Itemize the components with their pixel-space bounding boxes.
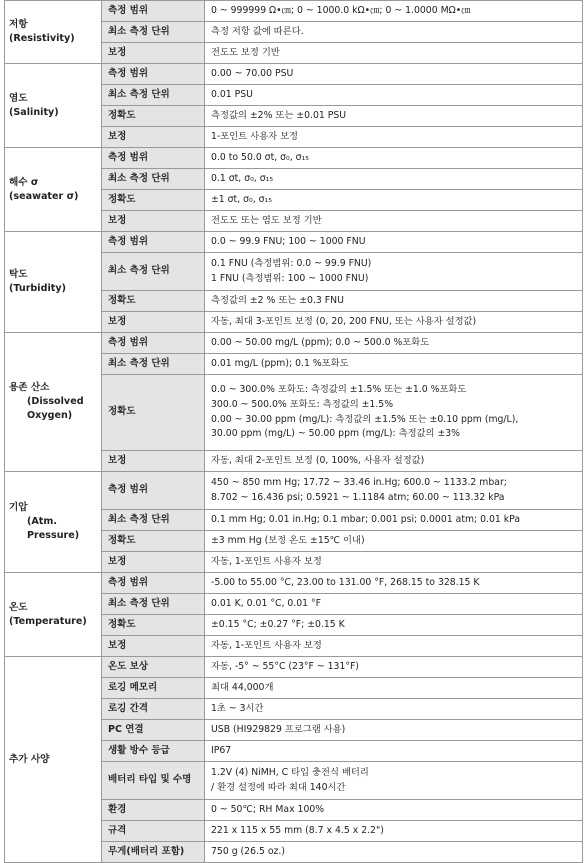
spec-value-line: 전도도 보정 기반 [211, 46, 280, 58]
spec-key: 측정 범위 [102, 573, 205, 594]
spec-key: 측정 범위 [102, 333, 205, 354]
spec-value [205, 190, 583, 211]
category-cell [5, 232, 102, 333]
spec-value [205, 594, 583, 615]
spec-table [4, 0, 583, 863]
spec-value-line: 0.00 ~ 30.00 ppm (mg/L): 측정값의 ±1.5% 또는 ±0.10 ppm (mg/L), [211, 413, 519, 425]
spec-key: 보정 [102, 636, 205, 657]
spec-key: PC 연결 [102, 720, 205, 741]
spec-key: 생활 방수 등급 [102, 741, 205, 762]
spec-value-line: 1.2V (4) NiMH, C 타입 충전식 배터리 [211, 766, 369, 778]
spec-key: 측정 범위 [102, 232, 205, 253]
spec-value [205, 451, 583, 472]
spec-value [205, 552, 583, 573]
spec-value-line: 자동, 1-포인트 사용자 보정 [211, 639, 322, 651]
spec-value [205, 531, 583, 552]
category-cell [5, 148, 102, 232]
spec-value [205, 106, 583, 127]
spec-value-line: 자동, 최대 2-포인트 보정 (0, 100%, 사용자 설정값) [211, 454, 425, 466]
category-label: (Turbidity) [9, 283, 66, 294]
spec-value [205, 127, 583, 148]
spec-value-line: 0.1 σt, σ₀, σ₁₅ [211, 172, 274, 184]
category-label: (Salinity) [9, 106, 59, 118]
spec-value [205, 375, 583, 451]
spec-key: 보정 [102, 43, 205, 64]
spec-key: 정확도 [102, 106, 205, 127]
spec-value [205, 472, 583, 510]
spec-value [205, 85, 583, 106]
spec-value-line: 0.1 FNU (측정범위: 0.0 ~ 99.9 FNU) [211, 257, 372, 269]
category-cell [5, 1, 102, 64]
spec-value [205, 291, 583, 312]
spec-value [205, 22, 583, 43]
spec-value [205, 615, 583, 636]
spec-key: 보정 [102, 312, 205, 333]
category-cell [5, 333, 102, 472]
spec-value-line: 0.01 mg/L (ppm); 0.1 %포화도 [211, 357, 349, 369]
spec-key: 측정 범위 [102, 1, 205, 22]
spec-key: 최소 측정 단위 [102, 22, 205, 43]
category-label: 용존 산소 [9, 382, 50, 394]
category-label: Pressure) [27, 529, 80, 541]
spec-key: 정확도 [102, 615, 205, 636]
spec-value [205, 762, 583, 800]
spec-value-line: 최대 44,000개 [211, 681, 274, 693]
spec-key: 보정 [102, 211, 205, 232]
spec-key: 환경 [102, 800, 205, 821]
spec-value-line: 30.00 ppm (mg/L) ~ 50.00 ppm (mg/L): 측정값의 ±3% [211, 428, 461, 440]
spec-value [205, 1, 583, 22]
spec-value [205, 636, 583, 657]
spec-value [205, 43, 583, 64]
category-label: 기압 [9, 502, 28, 514]
spec-key: 최소 측정 단위 [102, 169, 205, 190]
spec-value [205, 821, 583, 842]
spec-value [205, 573, 583, 594]
spec-value-line: 0.0 to 50.0 σt, σ₀, σ₁₅ [211, 151, 310, 163]
spec-value-line: 0 ~ 50℃; RH Max 100% [211, 803, 325, 815]
category-label: 온도 [9, 601, 28, 613]
spec-value-line: 자동, 1-포인트 사용자 보정 [211, 555, 322, 567]
spec-value [205, 657, 583, 678]
spec-value-line: 221 x 115 x 55 mm (8.7 x 4.5 x 2.2") [211, 824, 384, 836]
spec-value-line: 0 ~ 999999 Ω•㎝; 0 ~ 1000.0 kΩ•㎝; 0 ~ 1.0000 MΩ•㎝ [211, 4, 471, 16]
spec-value-line: 8.702 ~ 16.436 psi; 0.5921 ~ 1.1184 atm; 60.00 ~ 113.32 kPa [211, 491, 505, 503]
spec-value-line: / 환경 설정에 따라 최대 140시간 [211, 781, 346, 793]
spec-value [205, 169, 583, 190]
spec-value [205, 800, 583, 821]
spec-value-line: 0.0 ~ 99.9 FNU; 100 ~ 1000 FNU [211, 235, 366, 247]
spec-value-line: 300.0 ~ 500.0% 포화도: 측정값의 ±1.5% [211, 398, 394, 410]
spec-key: 정확도 [102, 375, 205, 451]
spec-key: 최소 측정 단위 [102, 354, 205, 375]
table-row [5, 472, 583, 510]
spec-key: 최소 측정 단위 [102, 594, 205, 615]
spec-value [205, 354, 583, 375]
spec-value [205, 720, 583, 741]
table-row [5, 657, 583, 678]
spec-key: 보정 [102, 451, 205, 472]
category-label: 추가 사양 [9, 753, 50, 765]
spec-value-line: 0.1 mm Hg; 0.01 in.Hg; 0.1 mbar; 0.001 psi; 0.0001 atm; 0.01 kPa [211, 513, 521, 525]
spec-key: 온도 보상 [102, 657, 205, 678]
spec-value [205, 232, 583, 253]
spec-key: 측정 범위 [102, 472, 205, 510]
spec-value-line: 1 FNU (측정범위: 100 ~ 1000 FNU) [211, 272, 369, 284]
spec-key: 로깅 메모리 [102, 678, 205, 699]
category-label: 해수 σ [9, 176, 39, 188]
category-label: (seawater σ) [9, 190, 79, 202]
spec-key: 정확도 [102, 291, 205, 312]
category-cell [5, 472, 102, 573]
spec-value [205, 253, 583, 291]
spec-value [205, 510, 583, 531]
spec-value-line: 1초 ~ 3시간 [211, 702, 264, 714]
spec-key: 무게(배터리 포함) [102, 842, 205, 863]
table-row [5, 573, 583, 594]
spec-value [205, 842, 583, 863]
table-row [5, 148, 583, 169]
category-cell [5, 64, 102, 148]
table-row [5, 232, 583, 253]
spec-value-line: 0.01 K, 0.01 °C, 0.01 °F [211, 597, 322, 609]
spec-value-line: 측정값의 ±2% 또는 ±0.01 PSU [211, 109, 347, 121]
spec-value-line: 측정값의 ±2 % 또는 ±0.3 FNU [211, 294, 344, 306]
category-label: (Temperature) [9, 615, 87, 627]
category-label: 저항 [9, 19, 28, 31]
category-label: (Atm. [27, 516, 58, 528]
table-row [5, 333, 583, 354]
spec-value [205, 64, 583, 85]
spec-value [205, 312, 583, 333]
spec-value-line: IP67 [211, 744, 232, 756]
spec-value [205, 333, 583, 354]
spec-value-line: 전도도 또는 염도 보정 기반 [211, 214, 322, 226]
spec-value-line: 0.0 ~ 300.0% 포화도: 측정값의 ±1.5% 또는 ±1.0 %포화도 [211, 384, 467, 396]
spec-key: 로깅 간격 [102, 699, 205, 720]
spec-value-line: ±0.15 °C; ±0.27 °F; ±0.15 K [211, 618, 345, 630]
spec-value-line: ±1 σt, σ₀, σ₁₅ [211, 193, 272, 205]
spec-key: 보정 [102, 552, 205, 573]
spec-value-line: 자동, -5° ~ 55°C (23°F ~ 131°F) [211, 660, 359, 672]
spec-key: 최소 측정 단위 [102, 510, 205, 531]
spec-value [205, 741, 583, 762]
category-label: 탁도 [9, 269, 28, 281]
spec-key: 측정 범위 [102, 64, 205, 85]
spec-value [205, 148, 583, 169]
spec-value [205, 678, 583, 699]
category-label: Oxygen) [27, 409, 73, 421]
spec-value-line: 750 g (26.5 oz.) [211, 845, 285, 857]
spec-key: 최소 측정 단위 [102, 85, 205, 106]
spec-value-line: 0.00 ~ 50.00 mg/L (ppm); 0.0 ~ 500.0 %포화도 [211, 336, 430, 348]
spec-value-line: 측정 저항 값에 따른다. [211, 25, 304, 37]
category-label: 염도 [9, 92, 28, 104]
category-label: (Resistivity) [9, 33, 75, 44]
spec-value-line: 자동, 최대 3-포인트 보정 (0, 20, 200 FNU, 또는 사용자 설정값) [211, 315, 477, 327]
category-cell [5, 573, 102, 657]
table-row [5, 1, 583, 22]
spec-value-line: 1-포인트 사용자 보정 [211, 130, 299, 142]
spec-value-line: ±3 mm Hg (보정 온도 ±15℃ 이내) [211, 534, 365, 546]
spec-value-line: 0.00 ~ 70.00 PSU [211, 67, 294, 79]
spec-key: 최소 측정 단위 [102, 253, 205, 291]
spec-value-line: 0.01 PSU [211, 88, 253, 100]
spec-key: 정확도 [102, 190, 205, 211]
spec-value-line: 450 ~ 850 mm Hg; 17.72 ~ 33.46 in.Hg; 600.0 ~ 1133.2 mbar; [211, 476, 507, 488]
spec-key: 정확도 [102, 531, 205, 552]
spec-key: 배터리 타입 및 수명 [102, 762, 205, 800]
spec-value-line: USB (HI929829 프로그램 사용) [211, 723, 346, 735]
table-row [5, 64, 583, 85]
category-label: (Dissolved [27, 396, 84, 408]
spec-value-line: -5.00 to 55.00 °C, 23.00 to 131.00 °F, 268.15 to 328.15 K [211, 576, 480, 588]
spec-key: 규격 [102, 821, 205, 842]
spec-key: 측정 범위 [102, 148, 205, 169]
spec-value [205, 211, 583, 232]
spec-key: 보정 [102, 127, 205, 148]
spec-value [205, 699, 583, 720]
